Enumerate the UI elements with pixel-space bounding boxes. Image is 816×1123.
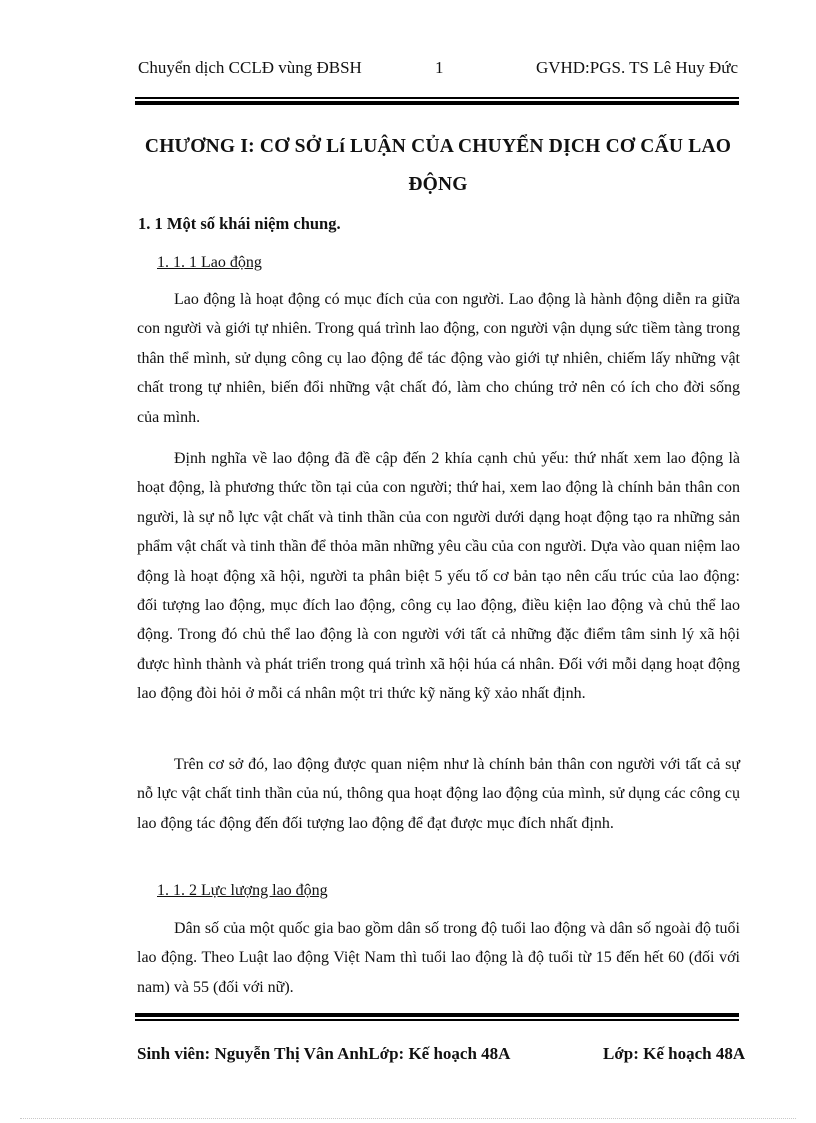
footer-divider [135, 1013, 739, 1021]
footer-class: Lớp: Kế hoạch 48A [603, 1044, 746, 1063]
page-number: 1 [435, 58, 444, 77]
chapter-title: CHƯƠNG I: CƠ SỞ Lí LUẬN CỦA CHUYỂN DỊCH CƠ CẤU LAO ĐỘNG [144, 136, 732, 195]
header-supervisor: GVHD:PGS. TS Lê Huy Đức [535, 58, 738, 77]
page-header [138, 58, 738, 82]
subsection-heading-luc-luong-lao-dong: 1. 1. 2 Lực lượng lao động [157, 882, 328, 899]
page-footer [137, 1044, 757, 1070]
footer-student: Sinh viên: Nguyễn Thị Vân AnhLớp: Kế hoạch 48A [137, 1044, 511, 1063]
paragraph: Dân số của một quốc gia bao gồm dân số trong độ tuổi lao động và dân số ngoài độ tuổi lao động. Theo Luật lao động Việt Nam thì tuổi lao động là độ tuổi từ 15 đến hết 60 (đối với nam) và 55 (đối với nữ). [137, 920, 740, 996]
section-heading: 1. 1 Một số khái niệm chung. [138, 214, 341, 233]
header-divider [135, 97, 739, 105]
subsection-heading-lao-dong: 1. 1. 1 Lao động [157, 254, 262, 271]
paragraph: Lao động là hoạt động có mục đích của con người. Lao động là hành động diễn ra giữa con người và giới tự nhiên. Trong quá trình lao động, con người vận dụng sức tiềm tàng trong thân thể mình, sử dụng công cụ lao động để tác động vào giới tự nhiên, chiếm lấy những vật chất trong tự nhiên, biến đổi những vật chất đó, làm cho chúng trở nên có ích cho đời sống của mình. [137, 291, 740, 426]
header-document-title: Chuyển dịch CCLĐ vùng ĐBSH [138, 58, 362, 77]
paragraph: Trên cơ sở đó, lao động được quan niệm như là chính bản thân con người với tất cả sự nỗ lực vật chất tinh thần của nú, thông qua hoạt động lao động của mình, sử dụng các công cụ lao động tác động đến đối tượng lao động để đạt được mục đích nhất định. [137, 756, 740, 832]
paragraph: Định nghĩa về lao động đã đề cập đến 2 khía cạnh chủ yếu: thứ nhất xem lao động là hoạt động, là phương thức tồn tại của con người; thứ hai, xem lao động là chính bản thân con người, là sự nỗ lực vật chất và tinh thần của con người dưới dạng hoạt động tạo ra những sản phẩm vật chất và tinh thần để thỏa mãn những yêu cầu của con người. Dựa vào quan niệm lao động là hoạt động xã hội, người ta phân biệt 5 yếu tố cơ bản tạo nên cấu trúc của lao động: đối tượng lao động, mục đích lao động, công cụ lao động, điều kiện lao động và chủ thể lao động. Trong đó chủ thể lao động là con người với tất cả những đặc điểm tâm sinh lý xã hội được hình thành và phát triển trong quá trình xã hội húa cá nhân. Đối với mỗi dạng hoạt động lao động đòi hỏi ở mỗi cá nhân một tri thức kỹ năng kỹ xảo nhất định. [137, 450, 740, 703]
page-bottom-dotted-line [20, 1118, 796, 1119]
